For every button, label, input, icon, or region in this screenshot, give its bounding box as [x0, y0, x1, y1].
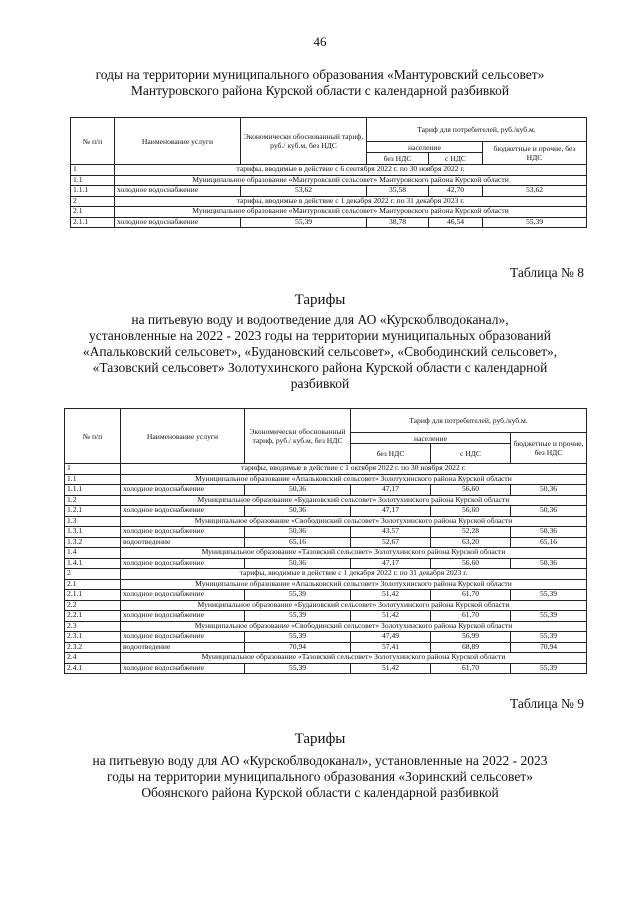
- population-no-vat-value: 47,17: [351, 506, 431, 517]
- table-row: [65, 590, 587, 601]
- population-with-vat-value: 56,60: [431, 506, 511, 517]
- population-no-vat-value: 57,41: [351, 642, 431, 653]
- service-name: холодное водоснабжение: [115, 186, 241, 197]
- table-row: [65, 611, 587, 622]
- population-with-vat-value: 56,60: [431, 558, 511, 569]
- tariff-table-mantur: [70, 117, 587, 228]
- header-econ: Экономически обоснованный тариф, руб./ куб.м, без НДС: [241, 118, 367, 165]
- population-with-vat-value: 61,70: [431, 663, 511, 674]
- table-row: [71, 175, 587, 186]
- population-with-vat-value: 52,28: [431, 527, 511, 538]
- header-tariff: Тариф для потребителей, руб./куб.м.: [351, 409, 587, 433]
- row-number: 2.4.1: [65, 663, 121, 674]
- header-with-vat: с НДС: [431, 444, 511, 464]
- econ-tariff-value: 55,39: [245, 632, 351, 643]
- row-section-title: Муниципальное образование «Апальковский сельсовет» Золотухинского района Курской области: [121, 579, 587, 590]
- service-name: водоотведение: [121, 537, 245, 548]
- subtitle-line: установленные на 2022 - 2023 годы на территории муниципальных образований: [89, 328, 551, 343]
- subtitle-line: «Тазовский сельсовет» Золотухинского района Курской области с календарной: [92, 360, 548, 375]
- row-section-title: Муниципальное образование «Тазовский сельсовет» Золотухинского района Курской области: [121, 653, 587, 664]
- table-row: [65, 485, 587, 496]
- table-9-title: Тарифы: [294, 731, 346, 747]
- row-section-title: тарифы, вводимые в действие с 1 октября 2022 г. по 30 ноября 2022 г.: [121, 464, 587, 475]
- budget-value: 55,39: [511, 590, 587, 601]
- subtitle-line: разбивкой: [290, 376, 350, 391]
- page-number: 46: [313, 34, 327, 49]
- budget-value: 55,39: [483, 217, 587, 228]
- budget-value: 50,36: [511, 485, 587, 496]
- subtitle-line: Обоянского района Курской области с календарной разбивкой: [141, 785, 499, 800]
- budget-value: 50,36: [511, 558, 587, 569]
- table-row: [65, 579, 587, 590]
- header-num: № п/п: [71, 118, 115, 165]
- table-row: [65, 516, 587, 527]
- population-with-vat-value: 42,70: [429, 186, 483, 197]
- row-number: 1.2: [65, 495, 121, 506]
- header-no-vat: без НДС: [351, 444, 431, 464]
- table-9-label: Таблица № 9: [510, 696, 584, 711]
- table-row: [65, 621, 587, 632]
- row-number: 1.1: [65, 474, 121, 485]
- population-with-vat-value: 46,54: [429, 217, 483, 228]
- tariff-table-zolotukhino: [64, 408, 587, 674]
- table-row: [71, 186, 587, 197]
- budget-value: 55,39: [511, 663, 587, 674]
- budget-value: 50,36: [511, 527, 587, 538]
- table-row: [65, 600, 587, 611]
- row-number: 2.2.1: [65, 611, 121, 622]
- row-number: 2.3.2: [65, 642, 121, 653]
- table-row: [71, 165, 587, 176]
- row-section-title: тарифы, вводимые в действие с 6 сентября 2022 г. по 30 ноября 2022 г.: [115, 165, 587, 176]
- table-row: [65, 632, 587, 643]
- table-row: [65, 464, 587, 475]
- row-number: 1.3.2: [65, 537, 121, 548]
- service-name: холодное водоснабжение: [121, 558, 245, 569]
- row-section-title: Муниципальное образование «Будановский сельсовет» Золотухинского района Курской области: [121, 600, 587, 611]
- subtitle-line: на питьевую воду для АО «Курскоблводоканал», установленные на 2022 - 2023: [92, 753, 548, 768]
- header-name: Наименование услуги: [115, 118, 241, 165]
- table-8-title: Тарифы: [294, 292, 346, 308]
- row-number: 2.1: [65, 579, 121, 590]
- row-number: 1.1.1: [71, 186, 115, 197]
- top-heading-line: годы на территории муниципального образования «Мантуровский сельсовет»: [95, 67, 545, 82]
- population-no-vat-value: 47,17: [351, 558, 431, 569]
- econ-tariff-value: 55,39: [241, 217, 367, 228]
- row-number: 1: [71, 165, 115, 176]
- budget-value: 55,39: [511, 632, 587, 643]
- service-name: холодное водоснабжение: [121, 611, 245, 622]
- table-8-subtitle: [0, 312, 640, 392]
- table-row: [65, 569, 587, 580]
- econ-tariff-value: 65,16: [245, 537, 351, 548]
- population-no-vat-value: 51,42: [351, 590, 431, 601]
- table-8-label: Таблица № 8: [510, 265, 584, 280]
- table-row: [65, 495, 587, 506]
- table-row: [71, 196, 587, 207]
- row-number: 2: [65, 569, 121, 580]
- population-with-vat-value: 56,99: [431, 632, 511, 643]
- service-name: водоотведение: [121, 642, 245, 653]
- header-no-vat: без НДС: [367, 153, 429, 165]
- table-row: [65, 537, 587, 548]
- population-no-vat-value: 47,17: [351, 485, 431, 496]
- subtitle-line: «Апальковский сельсовет», «Будановский сельсовет», «Свободинский сельсовет»,: [82, 344, 558, 359]
- econ-tariff-value: 50,36: [245, 558, 351, 569]
- service-name: холодное водоснабжение: [121, 632, 245, 643]
- service-name: холодное водоснабжение: [115, 217, 241, 228]
- population-no-vat-value: 43,57: [351, 527, 431, 538]
- tariff-table-body: [65, 464, 587, 674]
- econ-tariff-value: 55,39: [245, 611, 351, 622]
- population-with-vat-value: 68,89: [431, 642, 511, 653]
- budget-value: 55,39: [511, 611, 587, 622]
- row-section-title: Муниципальное образование «Будановский сельсовет» Золотухинского района Курской области: [121, 495, 587, 506]
- row-section-title: Муниципальное образование «Тазовский сельсовет» Золотухинского района Курской области: [121, 548, 587, 559]
- row-number: 1.1.1: [65, 485, 121, 496]
- population-no-vat-value: 52,67: [351, 537, 431, 548]
- row-number: 1.4: [65, 548, 121, 559]
- table-row: [65, 653, 587, 664]
- top-heading: [0, 67, 640, 99]
- tariff-table-body: [71, 165, 587, 228]
- row-number: 1.4.1: [65, 558, 121, 569]
- econ-tariff-value: 53,62: [241, 186, 367, 197]
- header-num: № п/п: [65, 409, 121, 464]
- row-section-title: тарифы, вводимые в действие с 1 декабря 2022 г. по 31 декабря 2023 г.: [115, 196, 587, 207]
- table-row: [65, 642, 587, 653]
- row-number: 1.2.1: [65, 506, 121, 517]
- subtitle-line: годы на территории муниципального образования «Зоринский сельсовет»: [107, 769, 533, 784]
- table-row: [65, 663, 587, 674]
- row-section-title: Муниципальное образование «Мантуровский сельсовет» Мантуровского района Курской области: [115, 175, 587, 186]
- econ-tariff-value: 55,39: [245, 663, 351, 674]
- table-row: [65, 506, 587, 517]
- table-row: [65, 558, 587, 569]
- header-population: население: [351, 433, 511, 444]
- table-row: [65, 474, 587, 485]
- row-section-title: Муниципальное образование «Свободинский сельсовет» Золотухинского района Курской области: [121, 516, 587, 527]
- population-no-vat-value: 51,42: [351, 611, 431, 622]
- table-row: [65, 548, 587, 559]
- row-number: 2: [71, 196, 115, 207]
- population-no-vat-value: 51,42: [351, 663, 431, 674]
- row-section-title: Муниципальное образование «Апальковский сельсовет» Золотухинского района Курской области: [121, 474, 587, 485]
- row-number: 2.1.1: [65, 590, 121, 601]
- budget-value: 53,62: [483, 186, 587, 197]
- row-number: 2.4: [65, 653, 121, 664]
- row-number: 1.1: [71, 175, 115, 186]
- header-with-vat: с НДС: [429, 153, 483, 165]
- row-number: 2.2: [65, 600, 121, 611]
- table-row: [71, 207, 587, 218]
- table-row: [71, 217, 587, 228]
- table-row: [65, 527, 587, 538]
- row-section-title: Муниципальное образование «Мантуровский сельсовет» Мантуровского района Курской области: [115, 207, 587, 218]
- row-number: 1: [65, 464, 121, 475]
- service-name: холодное водоснабжение: [121, 527, 245, 538]
- budget-value: 50,36: [511, 506, 587, 517]
- econ-tariff-value: 50,36: [245, 506, 351, 517]
- population-no-vat-value: 47,49: [351, 632, 431, 643]
- budget-value: 70,94: [511, 642, 587, 653]
- subtitle-line: на питьевую воду и водоотведение для АО «Курскоблводоканал»,: [131, 312, 509, 327]
- top-heading-line: Мантуровского района Курской области с календарной разбивкой: [130, 83, 510, 98]
- table-9-subtitle: [0, 753, 640, 801]
- service-name: холодное водоснабжение: [121, 485, 245, 496]
- row-number: 2.1: [71, 207, 115, 218]
- econ-tariff-value: 50,36: [245, 485, 351, 496]
- row-number: 2.1.1: [71, 217, 115, 228]
- service-name: холодное водоснабжение: [121, 506, 245, 517]
- service-name: холодное водоснабжение: [121, 663, 245, 674]
- row-number: 1.3: [65, 516, 121, 527]
- header-budget: бюджетные и прочие, без НДС: [511, 433, 587, 464]
- service-name: холодное водоснабжение: [121, 590, 245, 601]
- row-number: 1.3.1: [65, 527, 121, 538]
- population-with-vat-value: 61,70: [431, 611, 511, 622]
- header-econ: Экономически обоснованный тариф, руб./ куб.м, без НДС: [245, 409, 351, 464]
- population-no-vat-value: 38,78: [367, 217, 429, 228]
- budget-value: 65,16: [511, 537, 587, 548]
- econ-tariff-value: 55,39: [245, 590, 351, 601]
- header-name: Наименование услуги: [121, 409, 245, 464]
- econ-tariff-value: 70,94: [245, 642, 351, 653]
- population-no-vat-value: 35,58: [367, 186, 429, 197]
- header-population: население: [367, 142, 483, 153]
- header-budget: бюджетные и прочие, без НДС: [483, 142, 587, 165]
- row-number: 2.3.1: [65, 632, 121, 643]
- row-section-title: тарифы, вводимые в действие с 1 декабря 2022 г. по 31 декабря 2023 г.: [121, 569, 587, 580]
- econ-tariff-value: 50,36: [245, 527, 351, 538]
- population-with-vat-value: 63,20: [431, 537, 511, 548]
- header-tariff: Тариф для потребителей, руб./куб.м.: [367, 118, 587, 142]
- population-with-vat-value: 56,60: [431, 485, 511, 496]
- row-section-title: Муниципальное образование «Свободинский сельсовет» Золотухинского района Курской области: [121, 621, 587, 632]
- population-with-vat-value: 61,70: [431, 590, 511, 601]
- row-number: 2.3: [65, 621, 121, 632]
